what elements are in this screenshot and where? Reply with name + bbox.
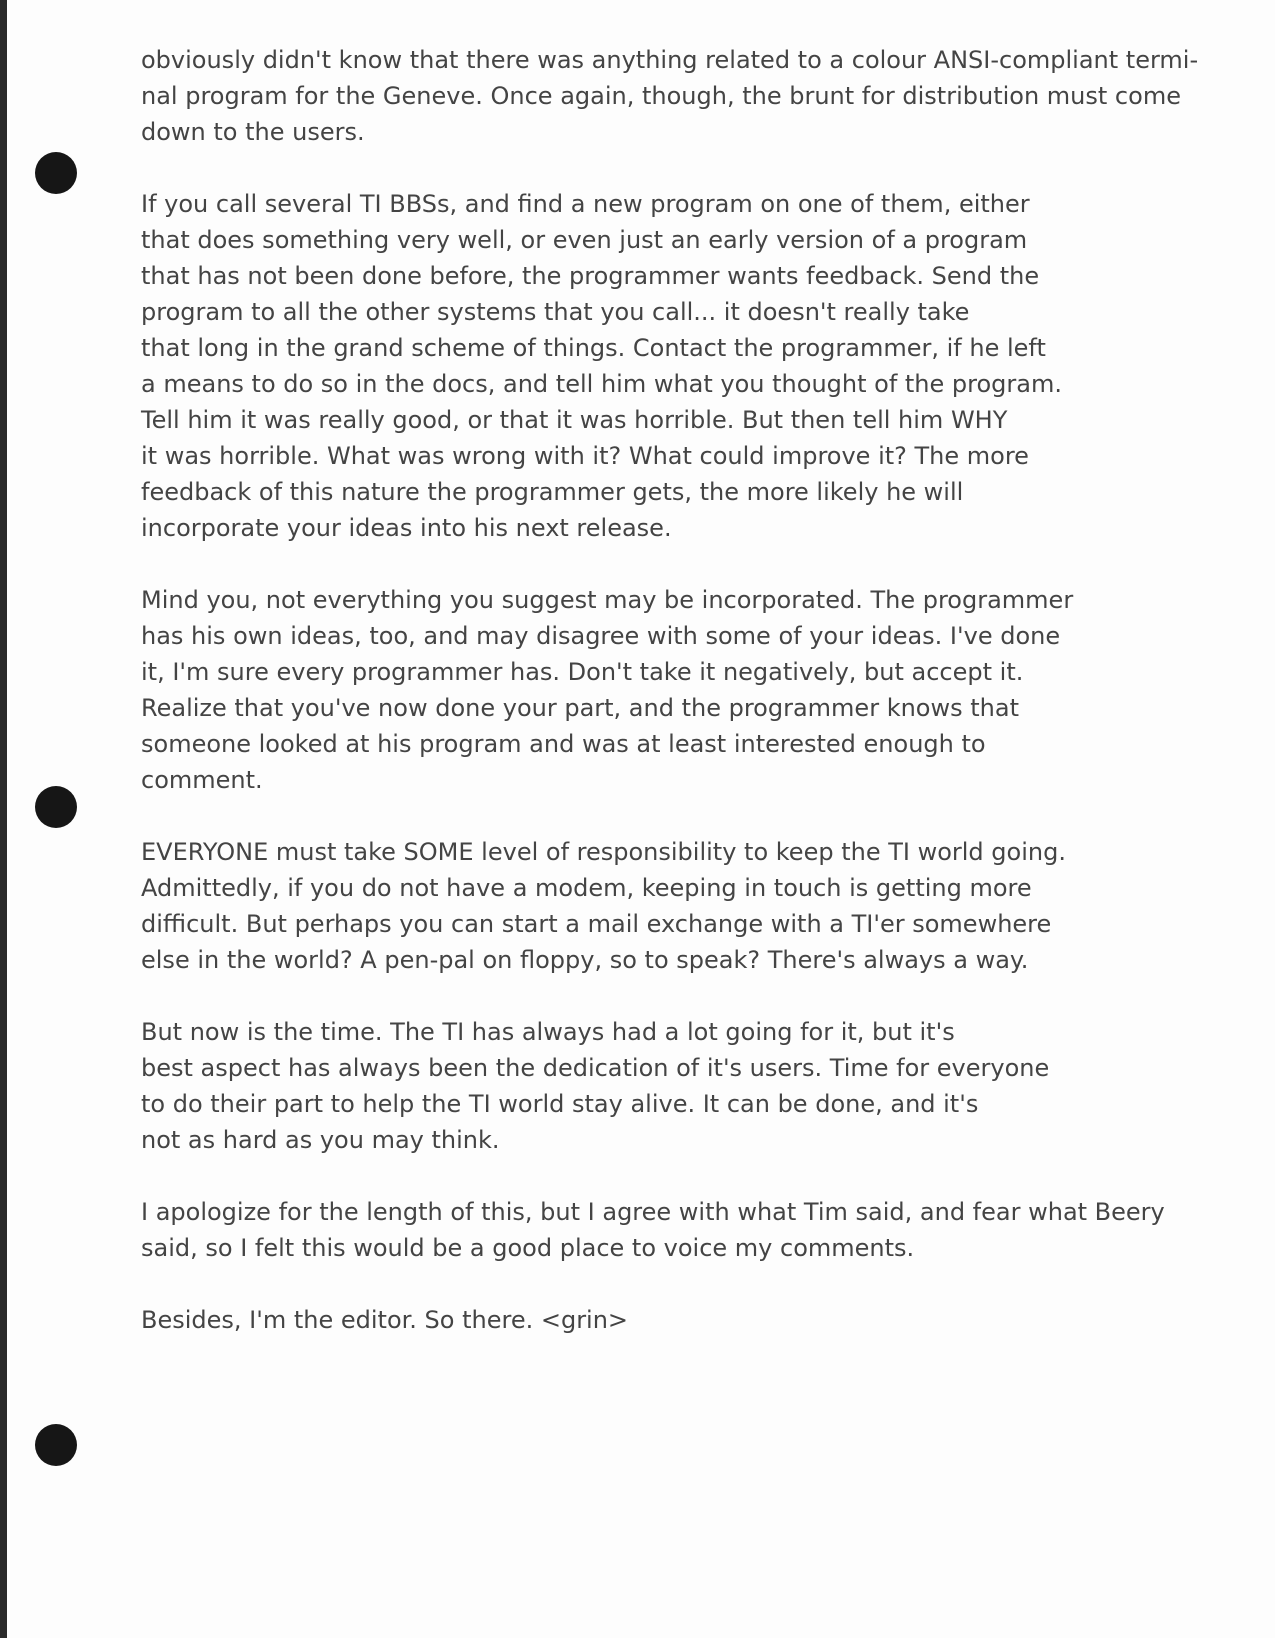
text-line: obviously didn't know that there was anything related to a colour ANSI-compliant termi- bbox=[141, 46, 1199, 74]
paragraph-1 bbox=[141, 42, 1199, 150]
text-line: down to the users. bbox=[141, 118, 365, 146]
text-line: Tell him it was really good, or that it was horrible. But then tell him WHY bbox=[141, 406, 1008, 434]
text-line: someone looked at his program and was at least interested enough to bbox=[141, 730, 986, 758]
text-line: difficult. But perhaps you can start a mail exchange with a TI'er somewhere bbox=[141, 910, 1052, 938]
body-text bbox=[141, 42, 1199, 1374]
text-line: comment. bbox=[141, 766, 263, 794]
text-line: Realize that you've now done your part, and the programmer knows that bbox=[141, 694, 1019, 722]
scan-left-edge bbox=[0, 0, 7, 1638]
punch-hole-bottom bbox=[35, 1424, 77, 1466]
text-line: Besides, I'm the editor. So there. <grin> bbox=[141, 1306, 629, 1334]
text-line: But now is the time. The TI has always had a lot going for it, but it's bbox=[141, 1018, 955, 1046]
text-line: else in the world? A pen-pal on floppy, so to speak? There's always a way. bbox=[141, 946, 1029, 974]
text-line: I apologize for the length of this, but I agree with what Tim said, and fear what Beery bbox=[141, 1198, 1165, 1226]
paragraph-3 bbox=[141, 582, 1141, 798]
text-line: that long in the grand scheme of things. Contact the programmer, if he left bbox=[141, 334, 1046, 362]
text-line: a means to do so in the docs, and tell him what you thought of the program. bbox=[141, 370, 1062, 398]
text-line: best aspect has always been the dedication of it's users. Time for everyone bbox=[141, 1054, 1050, 1082]
text-line: that does something very well, or even just an early version of a program bbox=[141, 226, 1028, 254]
punch-hole-middle bbox=[35, 786, 77, 828]
text-line: it, I'm sure every programmer has. Don't take it negatively, but accept it. bbox=[141, 658, 1024, 686]
paragraph-5 bbox=[141, 1014, 1141, 1158]
text-line: program to all the other systems that you call... it doesn't really take bbox=[141, 298, 970, 326]
text-line: incorporate your ideas into his next release. bbox=[141, 514, 672, 542]
text-line: nal program for the Geneve. Once again, though, the brunt for distribution must come bbox=[141, 82, 1181, 110]
paragraph-4 bbox=[141, 834, 1141, 978]
text-line: it was horrible. What was wrong with it? What could improve it? The more bbox=[141, 442, 1029, 470]
text-line: has his own ideas, too, and may disagree with some of your ideas. I've done bbox=[141, 622, 1061, 650]
paragraph-2 bbox=[141, 186, 1141, 546]
text-line: that has not been done before, the programmer wants feedback. Send the bbox=[141, 262, 1040, 290]
text-line: to do their part to help the TI world stay alive. It can be done, and it's bbox=[141, 1090, 979, 1118]
text-line: feedback of this nature the programmer gets, the more likely he will bbox=[141, 478, 964, 506]
paragraph-6 bbox=[141, 1194, 1165, 1266]
paragraph-7 bbox=[141, 1302, 1141, 1338]
text-line: not as hard as you may think. bbox=[141, 1126, 500, 1154]
punch-hole-top bbox=[35, 152, 77, 194]
text-line: Mind you, not everything you suggest may be incorporated. The programmer bbox=[141, 586, 1074, 614]
text-line: EVERYONE must take SOME level of responsibility to keep the TI world going. bbox=[141, 838, 1066, 866]
text-line: If you call several TI BBSs, and find a new program on one of them, either bbox=[141, 190, 1030, 218]
text-line: said, so I felt this would be a good place to voice my comments. bbox=[141, 1234, 915, 1262]
text-line: Admittedly, if you do not have a modem, keeping in touch is getting more bbox=[141, 874, 1032, 902]
